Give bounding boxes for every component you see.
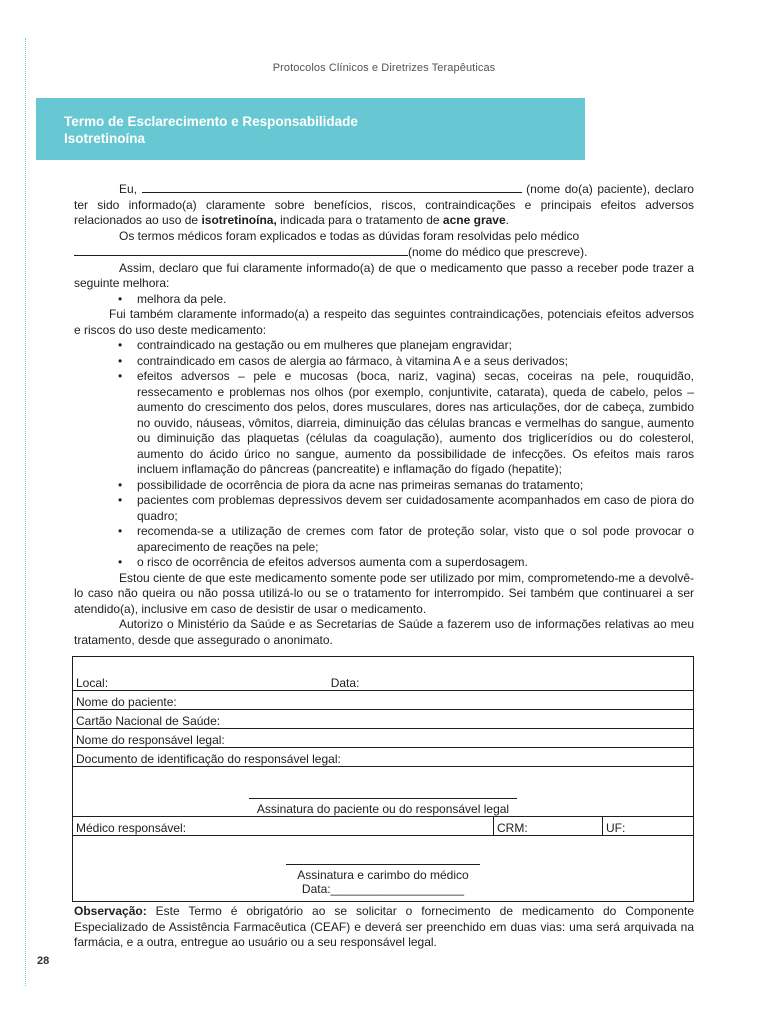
risk-list [74, 338, 694, 571]
doctor-signature-line [286, 864, 480, 865]
signature-form [72, 656, 694, 902]
guardian-doc-field[interactable]: Documento de identificação do responsável legal: [73, 748, 694, 767]
observation-text: Este Termo é obrigatório ao se solicitar o fornecimento de medicamento do Componente Especializado de Assistência Farmacêutica (CEAF) e deverá ser preenchido em duas vias: uma será arquivada na farmácia, e a outra, entregue ao usuário ou a seu responsável legal. [74, 904, 694, 949]
doctor-name-blank[interactable] [74, 244, 408, 256]
term-body [74, 181, 694, 648]
list-item: • pacientes com problemas depressivos devem ser cuidadosamente acompanhados em caso de piora do quadro; [74, 493, 694, 524]
paragraph-authorization: Autorizo o Ministério da Saúde e as Secretarias de Saúde a fazerem uso de informações relativas ao meu tratamento, desde que assegurado o anonimato. [74, 617, 694, 647]
list-item: • recomenda-se a utilização de cremes com fator de proteção solar, visto que o sol pode provocar o aparecimento de reações na pele; [74, 524, 694, 555]
drug-name: isotretinoína, [201, 213, 277, 227]
title-line-2: Isotretinoína [64, 131, 146, 146]
patient-signature-line [249, 798, 517, 799]
local-label: Local: [76, 676, 109, 690]
guardian-name-field[interactable]: Nome do responsável legal: [73, 729, 694, 748]
page-number: 28 [37, 955, 50, 967]
list-item: • efeitos adversos – pele e mucosas (boca, nariz, vagina) secas, coceiras na pele, rouquidão, ressecamento e problemas nos olhos (por exemplo, conjuntivite, catarata), queda de cabelo, pelos – aumento do crescimento dos pelos, dores musculares, dores nas articulações, dor de cabeça, zumbido no ouvido, náuseas, vômitos, diarreia, diminuição das células brancas e vermelhas do sangue, aumento ou diminuição das plaquetas (células da coagulação), aumento dos triglicerídios ou do colesterol, aumento do ácido úrico no sangue, aumento da possibilidade de infecções. Os efeitos mais raros incluem inflamação do pâncreas (pancreatite) e inflamação do fígado (hepatite); [74, 369, 694, 478]
benefit-list [74, 292, 694, 308]
local-date-field[interactable] [73, 657, 694, 691]
margin-rule [25, 38, 26, 986]
list-item: • possibilidade de ocorrência de piora da acne nas primeiras semanas do tratamento; [74, 478, 694, 494]
patient-signature-label: Assinatura do paciente ou do responsável legal [256, 802, 510, 816]
list-item: • melhora da pele. [74, 292, 694, 308]
list-item: • o risco de ocorrência de efeitos adversos aumenta com a superdosagem. [74, 555, 694, 571]
text-segment: declaro ter sido informado(a) claramente sobre benefícios, riscos, contraindicações e principais efeitos adversos relacionados ao uso de [74, 182, 694, 227]
doctor-date-label: Data:____________________ [301, 882, 465, 896]
patient-signature-field[interactable] [73, 767, 694, 817]
doctor-field[interactable]: Médico responsável: [73, 817, 494, 836]
patient-name-field[interactable]: Nome do paciente: [73, 691, 694, 710]
paragraph-doctor [74, 229, 694, 261]
text-segment: (nome do médico que prescreve). [408, 245, 588, 259]
paragraph-patient [74, 181, 694, 229]
uf-field[interactable]: UF: [603, 817, 694, 836]
observation-note [74, 904, 694, 951]
crm-field[interactable]: CRM: [494, 817, 603, 836]
patient-name-blank[interactable] [142, 181, 522, 193]
text-segment: Os termos médicos foram explicados e todas as dúvidas foram resolvidas pelo médico [119, 228, 580, 243]
date-label: Data: [330, 676, 360, 690]
title-banner [36, 98, 585, 160]
disease-name: acne grave [442, 213, 506, 227]
text-segment: (nome do(a) paciente), [526, 182, 651, 196]
document-title [64, 113, 358, 147]
text-segment: Eu, [119, 182, 138, 196]
paragraph-risk-intro: Fui também claramente informado(a) a respeito das seguintes contraindicações, potenciais efeitos adversos e riscos do uso deste medicamento: [74, 307, 694, 337]
observation-label: Observação: [74, 904, 147, 918]
doctor-signature-label: Assinatura e carimbo do médico [297, 868, 469, 882]
list-item: • contraindicado em casos de alergia ao fármaco, à vitamina A e a seus derivados; [74, 354, 694, 370]
health-card-field[interactable]: Cartão Nacional de Saúde: [73, 710, 694, 729]
list-item: • contraindicado na gestação ou em mulheres que planejam engravidar; [74, 338, 694, 354]
doctor-signature-field[interactable] [73, 836, 694, 902]
paragraph-commitment: Estou ciente de que este medicamento somente pode ser utilizado por mim, comprometendo-me a devolvê-lo caso não queira ou não possa utilizá-lo ou se o tratamento for interrompido. Sei também que continuarei a ser atendido(a), inclusive em caso de desistir de usar o medicamento. [74, 570, 694, 616]
text-segment: . [505, 213, 509, 227]
paragraph-benefit-intro: Assim, declaro que fui claramente informado(a) de que o medicamento que passo a receber pode trazer a seguinte melhora: [74, 260, 694, 290]
running-header: Protocolos Clínicos e Diretrizes Terapêuticas [272, 62, 496, 74]
title-line-1: Termo de Esclarecimento e Responsabilidade [64, 114, 358, 129]
text-segment: indicada para o tratamento de [280, 213, 440, 227]
